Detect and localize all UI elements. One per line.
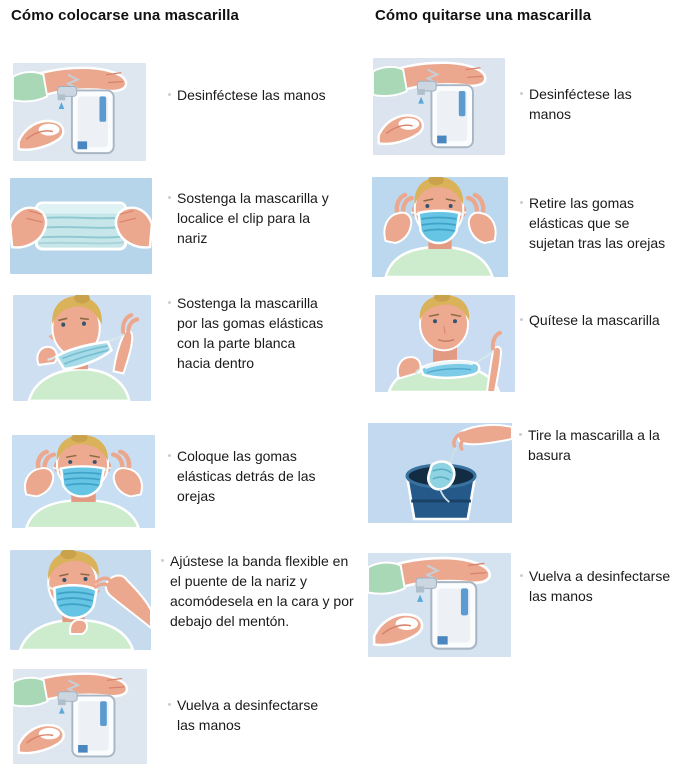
step-text: Desinféctese las manos [529,84,669,124]
left-column-title: Cómo colocarse una mascarilla [11,7,239,24]
hand-sanitizer-dispenser-illustration [13,669,147,764]
hand-sanitizer-dispenser-illustration [373,58,505,155]
step-text: Sostenga la mascarilla por las gomas elásticas con la parte blanca hacia dentro [177,293,329,373]
woman-adjusting-nose-band-illustration [10,550,151,650]
step-text: Retire las gomas elásticas que se sujetan tras las orejas [529,195,666,251]
right-column-title: Cómo quitarse una mascarilla [375,7,592,24]
step-text: Tire la mascarilla a la basura [528,425,672,465]
hand-sanitizer-dispenser-illustration [13,63,146,161]
mask-dropped-into-trash-illustration [368,423,512,523]
woman-removing-ear-loops-illustration [372,177,508,277]
step-text: Ajústese la banda flexible en el puente de la nariz y acomódesela en la cara y por debajo del mentón. [170,553,354,629]
step-text: Vuelva a desinfectarse las manos [177,695,327,735]
step-text: Quítese la mascarilla [529,310,669,330]
step-text: Sostenga la mascarilla y localice el clip para la nariz [177,190,329,246]
woman-placing-ear-loops-illustration [12,435,155,528]
step-text: Coloque las gomas elásticas detrás de las orejas [177,446,339,506]
hand-sanitizer-dispenser-illustration [368,553,511,657]
woman-taking-off-mask-illustration [375,295,515,392]
step-text: Desinféctese las manos [177,87,326,103]
step-text: Vuelva a desinfectarse las manos [529,566,675,606]
woman-holding-mask-by-ear-loops-illustration [13,295,151,401]
hands-holding-mask-flat-illustration [10,178,152,274]
